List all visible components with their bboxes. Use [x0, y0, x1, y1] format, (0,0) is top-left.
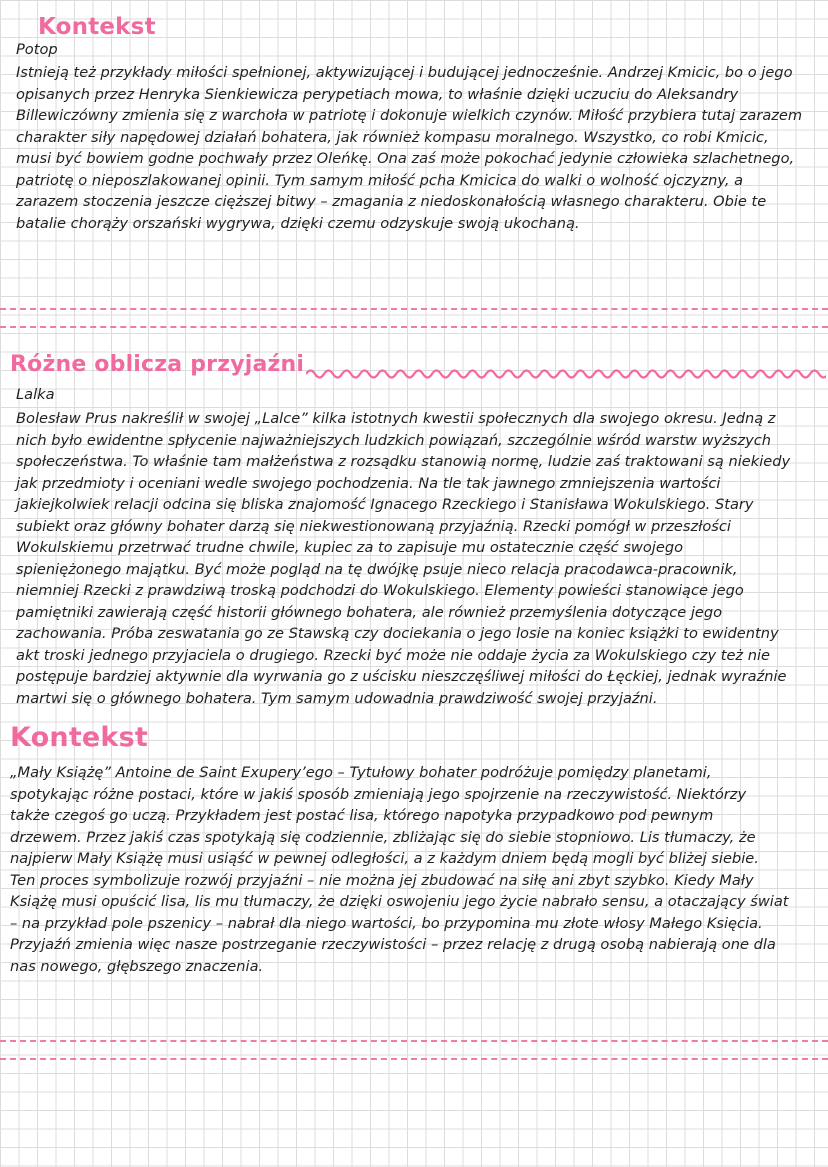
text-line: postępuje bardziej aktywnie dla wyrwania go z uścisku nieszczęśliwej miłości do Łęckiej, jednak wyraźnie: [16, 668, 787, 685]
paragraph-lalka: [16, 408, 790, 709]
dashed-divider-4: [0, 1058, 828, 1060]
text-line: Ten proces symbolizuje rozwój przyjaźni – nie można jej zbudować na siłę ani zbyt szybko. Kiedy Mały: [10, 871, 754, 889]
dashed-divider-1: [0, 308, 828, 310]
text-line: charakter siły napędowej działań bohatera, jak również kompasu moralnego. Wszystko, co robi Kmicic,: [16, 128, 769, 146]
text-line: nich było ewidentne spłycenie najważniejszych ludzkich powiązań, szczególnie wśród warstw wyższych: [16, 431, 772, 449]
text-line: Książę musi opuścić lisa, lis mu tłumaczy, że dzięki oswojeniu jego życie nabrało sensu, a otaczający świat: [10, 893, 789, 910]
text-line: Istnieją też przykłady miłości spełnionej, aktywizującej i budującej jednocześnie. Andrzej Kmicic, bo o jego: [16, 64, 793, 81]
text-line: opisanych przez Henryka Sienkiewicza perypetiach mowa, to właśnie dzięki uczuciu do Aleksandry: [16, 85, 739, 103]
text-line: jak przedmioty i oceniani wedle swojego pochodzenia. Na tle tak jawnego zmniejszenia wartości: [16, 474, 721, 492]
text-line: drzewem. Przez jakiś czas spotykają się codziennie, zbliżając się do siebie stopniowo. Lis tłumaczy, że: [10, 828, 756, 846]
text-line: zachowania. Próba zeswatania go ze Stawską czy dociekania o jego losie na koniec książki to ewidentny: [16, 625, 779, 642]
section-heading-przyjazn: Różne oblicza przyjaźni: [10, 352, 305, 377]
text-line: Bolesław Prus nakreślił w swojej „Lalce” kilka istotnych kwestii społecznych dla swojego okresu. Jedną z: [16, 410, 776, 427]
section-subtitle-potop: Potop: [16, 41, 58, 58]
paragraph-maly-ksiaze: [10, 762, 789, 977]
text-line: pamiętniki zawierają część historii głównego bohatera, ale również przemyślenia dotyczące jego: [16, 603, 723, 621]
text-line: niemniej Rzecki z prawdziwą troską podchodzi do Wokulskiego. Elementy powieści stanowiące jego: [16, 582, 744, 599]
text-line: Billewiczówny zmienia się z warchoła w patriotę i dokonuje wielkich czynów. Miłość przybiera tutaj zarazem: [16, 107, 803, 124]
text-line: nas nowego, głębszego znaczenia.: [10, 957, 264, 975]
paragraph-potop: [16, 62, 802, 234]
text-line: martwi się o głównego bohatera. Tym samym udowadnia prawdziwość swojej przyjaźni.: [16, 689, 658, 707]
text-line: subiekt oraz główny bohater darzą się niekwestionowaną przyjaźnią. Rzecki pomógł w przeszłości: [16, 517, 731, 535]
section-heading-kontekst-1: Kontekst: [38, 14, 156, 40]
text-line: – na przykład pole pszenicy – nabrał dla niego wartości, bo przypomina mu złote włosy Małego Księcia.: [10, 914, 763, 932]
text-line: „Mały Książę” Antoine de Saint Exupery’ego – Tytułowy bohater podróżuje pomiędzy planetami,: [10, 764, 712, 781]
text-line: także czegoś go uczą. Przykładem jest postać lisa, którego napotyka przypadkowo pod pewnym: [10, 807, 714, 824]
text-line: Przyjaźń zmienia więc nasze postrzeganie rzeczywistości – przez relację z drugą osobą nabierają one dla: [10, 936, 776, 953]
text-line: spotykając różne postaci, które w jakiś sposób zmieniają jego spojrzenie na rzeczywistość. Niektórzy: [10, 785, 747, 803]
wavy-underline-decoration: [306, 364, 826, 384]
text-line: spieniężonego majątku. Być może pogląd na tę dwójkę psuje nieco relacja pracodawca-pracownik,: [16, 560, 738, 578]
text-line: musi być bowiem godne pochwały przez Oleńkę. Ona zaś może pokochać jedynie człowieka szlachetnego,: [16, 150, 795, 167]
dashed-divider-2: [0, 326, 828, 328]
dashed-divider-3: [0, 1040, 828, 1042]
text-line: jakiejkolwiek relacji odcina się bliska znajomość Ignacego Rzeckiego i Stanisława Wokulskiego. Stary: [16, 496, 754, 513]
text-line: akt troski jednego przyjaciela o drugiego. Rzecki być może nie oddaje życia za Wokulskiego czy też nie: [16, 646, 771, 664]
text-line: społeczeństwa. To właśnie tam małżeństwa z rozsądku stanowią normę, ludzie zaś traktowani są niekiedy: [16, 453, 791, 470]
section-subtitle-lalka: Lalka: [16, 386, 55, 403]
text-line: najpierw Mały Książę musi usiąść w pewnej odległości, a z każdym dniem będą mogli być bliżej siebie.: [10, 850, 759, 867]
text-line: Wokulskiemu przetrwać trudne chwile, kupiec za to zapisuje mu ostatecznie część swojego: [16, 539, 684, 556]
text-line: zarazem stoczenia jeszcze cięższej bitwy – zmagania z niedoskonałością własnego charakteru. Obie te: [16, 193, 767, 210]
text-line: patriotę o nieposzlakowanej opinii. Tym samym miłość pcha Kmicica do walki o wolność ojczyzny, a: [16, 171, 744, 189]
text-line: batalie chorąży orszański wygrywa, dzięki czemu odzyskuje swoją ukochaną.: [16, 214, 580, 232]
section-heading-kontekst-2: Kontekst: [10, 722, 148, 753]
